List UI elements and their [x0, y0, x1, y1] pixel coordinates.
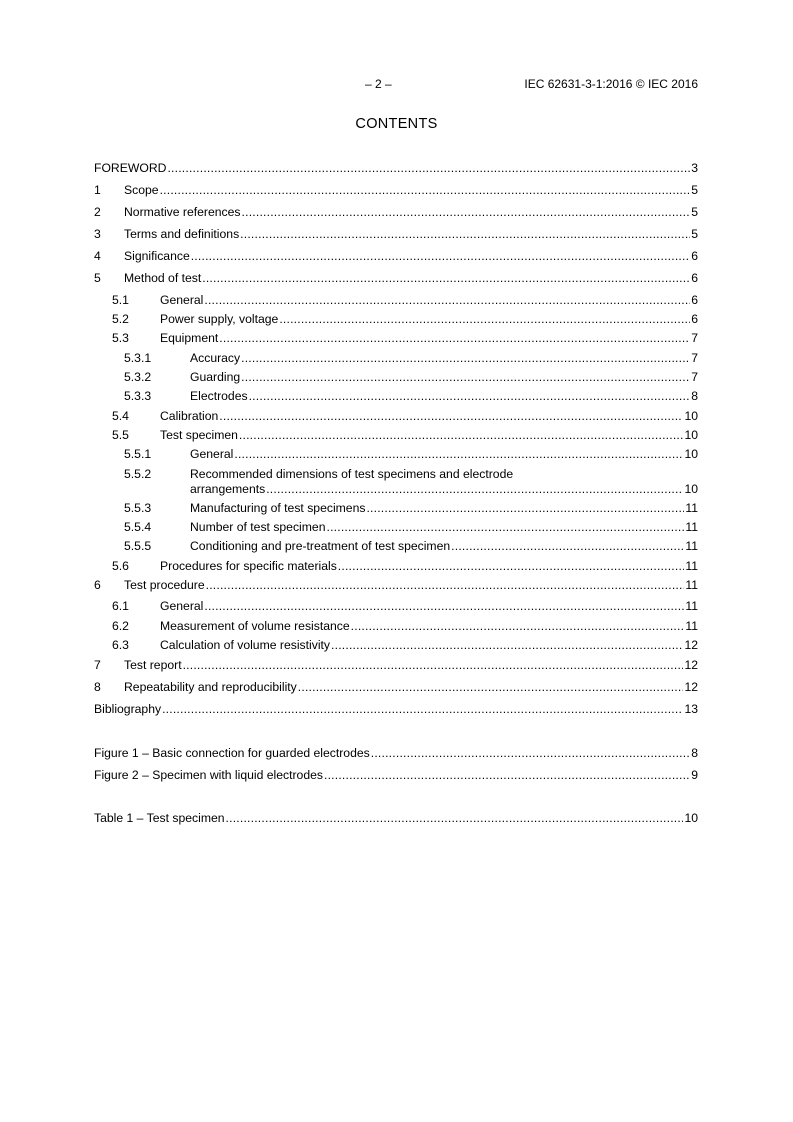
toc-page-number: 5 — [691, 227, 698, 241]
dot-leader — [191, 248, 691, 264]
toc-title: Normative references — [124, 205, 241, 219]
dot-leader — [279, 311, 690, 327]
toc-page-number: 6 — [691, 271, 698, 285]
toc-number: 5.5.5 — [124, 539, 152, 553]
dot-leader — [371, 745, 690, 761]
toc-entry[interactable] — [94, 637, 698, 653]
toc-page-number: 12 — [684, 680, 698, 694]
toc-title: Method of test — [124, 271, 202, 285]
dot-leader — [266, 481, 683, 497]
toc-number: 5.5.3 — [124, 501, 152, 515]
toc-entry[interactable] — [94, 558, 698, 574]
dot-leader — [183, 657, 684, 673]
toc-number: 8 — [94, 680, 101, 694]
dot-leader — [234, 446, 683, 462]
toc-entry[interactable] — [94, 446, 698, 462]
toc-title: Terms and definitions — [124, 227, 240, 241]
toc-number: 5.3.1 — [124, 351, 152, 365]
toc-entry[interactable] — [94, 160, 698, 176]
toc-number: 6 — [94, 578, 101, 592]
toc-title: Figure 2 – Specimen with liquid electrodes — [94, 768, 323, 782]
toc-title: Significance — [124, 249, 190, 263]
toc-number: 5.3 — [112, 331, 129, 345]
toc-title: FOREWORD — [94, 161, 167, 175]
dot-leader — [202, 270, 690, 286]
dot-leader — [298, 679, 684, 695]
toc-number: 5.5 — [112, 428, 129, 442]
toc-title: Figure 1 – Basic connection for guarded electrodes — [94, 746, 370, 760]
dot-leader — [351, 618, 685, 634]
toc-number: 5.3.2 — [124, 370, 152, 384]
toc-title: Table 1 – Test specimen — [94, 811, 225, 825]
toc-title: Test procedure — [124, 578, 205, 592]
toc-title: Number of test specimen — [190, 520, 326, 534]
toc-number: 5 — [94, 271, 101, 285]
toc-page-number: 7 — [691, 331, 698, 345]
toc-title: Test specimen — [160, 428, 238, 442]
toc-entry[interactable] — [94, 657, 698, 673]
dot-leader — [204, 292, 690, 308]
toc-title: Manufacturing of test specimens — [190, 501, 366, 515]
toc-entry[interactable] — [94, 408, 698, 424]
toc-entry[interactable] — [94, 679, 698, 695]
toc-entry[interactable] — [94, 598, 698, 614]
dot-leader — [242, 204, 691, 220]
toc-page-number: 13 — [684, 702, 698, 716]
toc-page-number: 11 — [685, 559, 698, 573]
toc-entry[interactable] — [94, 330, 698, 346]
toc-title: Test report — [124, 658, 182, 672]
toc-page-number: 8 — [691, 746, 698, 760]
table-list-entry[interactable] — [94, 810, 698, 826]
toc-entry[interactable] — [94, 701, 698, 717]
figure-list-entry[interactable] — [94, 745, 698, 761]
page-title: CONTENTS — [355, 116, 438, 132]
toc-page-number: 5 — [691, 205, 698, 219]
toc-page-number: 11 — [685, 599, 698, 613]
dot-leader — [160, 182, 691, 198]
toc-page-number: 11 — [685, 619, 698, 633]
toc-title: Scope — [124, 183, 159, 197]
page-number: – 2 – — [365, 77, 392, 91]
dot-leader — [249, 388, 691, 404]
toc-entry[interactable] — [94, 350, 698, 366]
figure-list-entry[interactable] — [94, 767, 698, 783]
dot-leader — [239, 427, 684, 443]
toc-number: 5.5.1 — [124, 447, 152, 461]
toc-title: Repeatability and reproducibility — [124, 680, 297, 694]
dot-leader — [324, 767, 690, 783]
toc-title: General — [190, 447, 234, 461]
toc-page-number: 10 — [684, 447, 698, 461]
dot-leader — [338, 558, 685, 574]
toc-page-number: 10 — [684, 811, 698, 825]
toc-number: 6.3 — [112, 638, 129, 652]
dot-leader — [240, 226, 690, 242]
toc-number: 7 — [94, 658, 101, 672]
toc-entry[interactable] — [94, 466, 698, 482]
toc-number: 3 — [94, 227, 101, 241]
toc-entry[interactable] — [94, 618, 698, 634]
toc-entry[interactable] — [94, 270, 698, 286]
toc-entry[interactable] — [94, 427, 698, 443]
toc-title: Recommended dimensions of test specimens and electrode — [190, 467, 514, 481]
dot-leader — [451, 538, 684, 554]
toc-title: Bibliography — [94, 702, 162, 716]
toc-title: Electrodes — [190, 389, 248, 403]
toc-page-number: 11 — [685, 578, 698, 592]
toc-page-number: 11 — [685, 520, 698, 534]
dot-leader — [366, 500, 684, 516]
toc-entry[interactable] — [94, 519, 698, 535]
toc-entry-continuation[interactable] — [94, 481, 698, 497]
dot-leader — [219, 330, 690, 346]
toc-entry[interactable] — [94, 388, 698, 404]
toc-entry[interactable] — [94, 248, 698, 264]
toc-title: Conditioning and pre-treatment of test specimen — [190, 539, 451, 553]
dot-leader — [241, 350, 690, 366]
toc-page-number: 3 — [691, 161, 698, 175]
toc-number: 1 — [94, 183, 101, 197]
toc-number: 5.1 — [112, 293, 129, 307]
toc-page-number: 12 — [684, 638, 698, 652]
toc-entry[interactable] — [94, 538, 698, 554]
toc-title: arrangements — [190, 482, 266, 496]
dot-leader — [206, 577, 685, 593]
toc-title: Procedures for specific materials — [160, 559, 337, 573]
toc-page-number: 12 — [684, 658, 698, 672]
toc-number: 4 — [94, 249, 101, 263]
toc-number: 2 — [94, 205, 101, 219]
dot-leader — [219, 408, 683, 424]
toc-number: 6.2 — [112, 619, 129, 633]
toc-title: Power supply, voltage — [160, 312, 279, 326]
toc-page-number: 11 — [685, 539, 698, 553]
toc-page-number: 6 — [691, 293, 698, 307]
toc-number: 5.2 — [112, 312, 129, 326]
toc-entry[interactable] — [94, 577, 698, 593]
toc-number: 5.6 — [112, 559, 129, 573]
toc-number: 5.4 — [112, 409, 129, 423]
toc-number: 5.5.2 — [124, 467, 152, 481]
dot-leader — [326, 519, 684, 535]
toc-page-number: 10 — [684, 482, 698, 496]
toc-title: Calibration — [160, 409, 219, 423]
toc-title: Calculation of volume resistivity — [160, 638, 331, 652]
dot-leader — [241, 369, 690, 385]
toc-number: 6.1 — [112, 599, 129, 613]
toc-page-number: 9 — [691, 768, 698, 782]
toc-number: 5.5.4 — [124, 520, 152, 534]
toc-title: Measurement of volume resistance — [160, 619, 350, 633]
toc-page-number: 6 — [691, 249, 698, 263]
toc-entry[interactable] — [94, 226, 698, 242]
dot-leader — [204, 598, 684, 614]
page-header — [94, 77, 698, 93]
toc-page-number: 7 — [691, 351, 698, 365]
toc-title: Equipment — [160, 331, 219, 345]
toc-entry[interactable] — [94, 311, 698, 327]
toc-title: General — [160, 599, 204, 613]
toc-page-number: 8 — [691, 389, 698, 403]
dot-leader — [331, 637, 683, 653]
toc-entry[interactable] — [94, 500, 698, 516]
dot-leader — [226, 810, 684, 826]
toc-entry[interactable] — [94, 182, 698, 198]
toc-title: General — [160, 293, 204, 307]
toc-page-number: 5 — [691, 183, 698, 197]
toc-entry[interactable] — [94, 369, 698, 385]
toc-page-number: 10 — [684, 409, 698, 423]
toc-page-number: 11 — [685, 501, 698, 515]
toc-page-number: 10 — [684, 428, 698, 442]
toc-title: Accuracy — [190, 351, 241, 365]
dot-leader — [162, 701, 683, 717]
toc-page-number: 6 — [691, 312, 698, 326]
toc-entry[interactable] — [94, 204, 698, 220]
toc-entry[interactable] — [94, 292, 698, 308]
toc-title: Guarding — [190, 370, 241, 384]
toc-page-number: 7 — [691, 370, 698, 384]
dot-leader — [167, 160, 690, 176]
toc-number: 5.3.3 — [124, 389, 152, 403]
standard-id: IEC 62631-3-1:2016 © IEC 2016 — [524, 77, 698, 91]
